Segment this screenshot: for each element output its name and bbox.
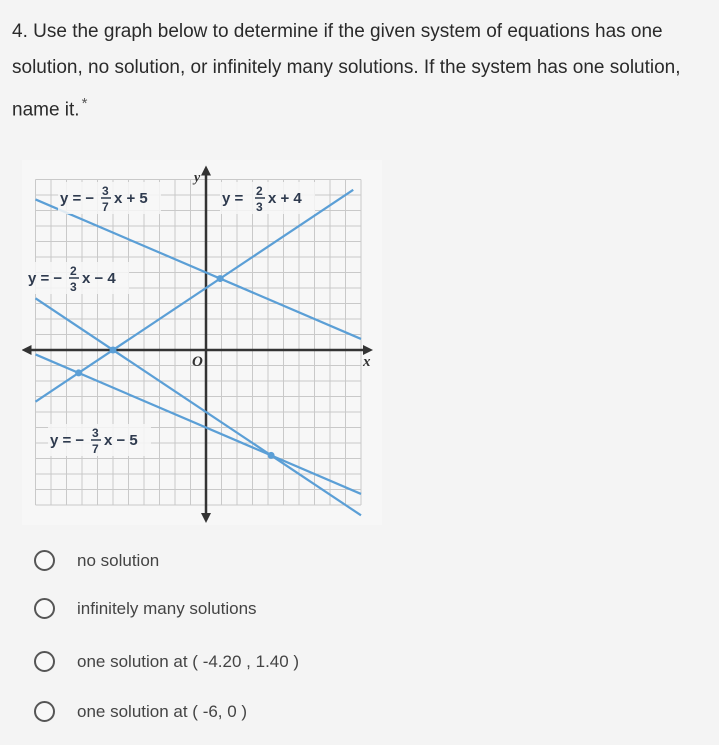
intersection-point — [268, 452, 275, 459]
option-label: infinitely many solutions — [77, 598, 257, 618]
equation-suffix: x − 5 — [104, 432, 138, 449]
option-label: one solution at ( -4.20 , 1.40 ) — [77, 651, 300, 671]
option-label: no solution — [77, 550, 160, 570]
y-axis-label: y — [194, 170, 201, 186]
required-asterisk: * — [81, 95, 88, 112]
equation-label-4 — [48, 424, 151, 456]
coordinate-graph — [22, 160, 382, 525]
radio-button[interactable] — [34, 701, 55, 722]
fraction-denominator: 3 — [256, 200, 263, 214]
fraction-numerator: 2 — [256, 184, 263, 198]
fraction-numerator: 3 — [102, 184, 109, 198]
graph-svg — [22, 160, 382, 525]
intersection-point — [110, 347, 117, 354]
fraction-numerator: 3 — [92, 426, 99, 440]
fraction-denominator: 7 — [92, 442, 99, 456]
fraction-numerator: 2 — [70, 264, 77, 278]
question-prompt — [12, 14, 712, 128]
question-text: 4. Use the graph below to determine if the given system of equations has one solution, no solution, or infinitely many solutions. If the system has one solution, name it. — [12, 21, 681, 121]
fraction-denominator: 3 — [70, 280, 77, 294]
equation-suffix: x + 4 — [268, 190, 302, 207]
option-infinitely-many[interactable] — [34, 598, 257, 619]
option-one-solution-b[interactable] — [34, 701, 247, 722]
equation-suffix: x + 5 — [114, 190, 148, 207]
equation-prefix: y = − — [60, 190, 95, 207]
radio-button[interactable] — [34, 598, 55, 619]
equation-label-3 — [26, 262, 129, 294]
intersection-point — [75, 369, 82, 376]
intersection-point — [217, 275, 224, 282]
option-no-solution[interactable] — [34, 550, 159, 571]
equation-label-1 — [58, 182, 161, 214]
option-label: one solution at ( -6, 0 ) — [77, 701, 248, 721]
option-one-solution-a[interactable] — [34, 651, 299, 672]
origin-label: O — [192, 354, 203, 370]
radio-button[interactable] — [34, 651, 55, 672]
fraction-denominator: 7 — [102, 200, 109, 214]
equation-prefix: y = — [222, 190, 244, 207]
x-axis-label: x — [363, 354, 371, 370]
equation-prefix: y = − — [28, 270, 63, 287]
equation-suffix: x − 4 — [82, 270, 116, 287]
graph-background — [22, 160, 382, 525]
radio-button[interactable] — [34, 550, 55, 571]
equation-label-2 — [220, 182, 315, 214]
equation-prefix: y = − — [50, 432, 85, 449]
